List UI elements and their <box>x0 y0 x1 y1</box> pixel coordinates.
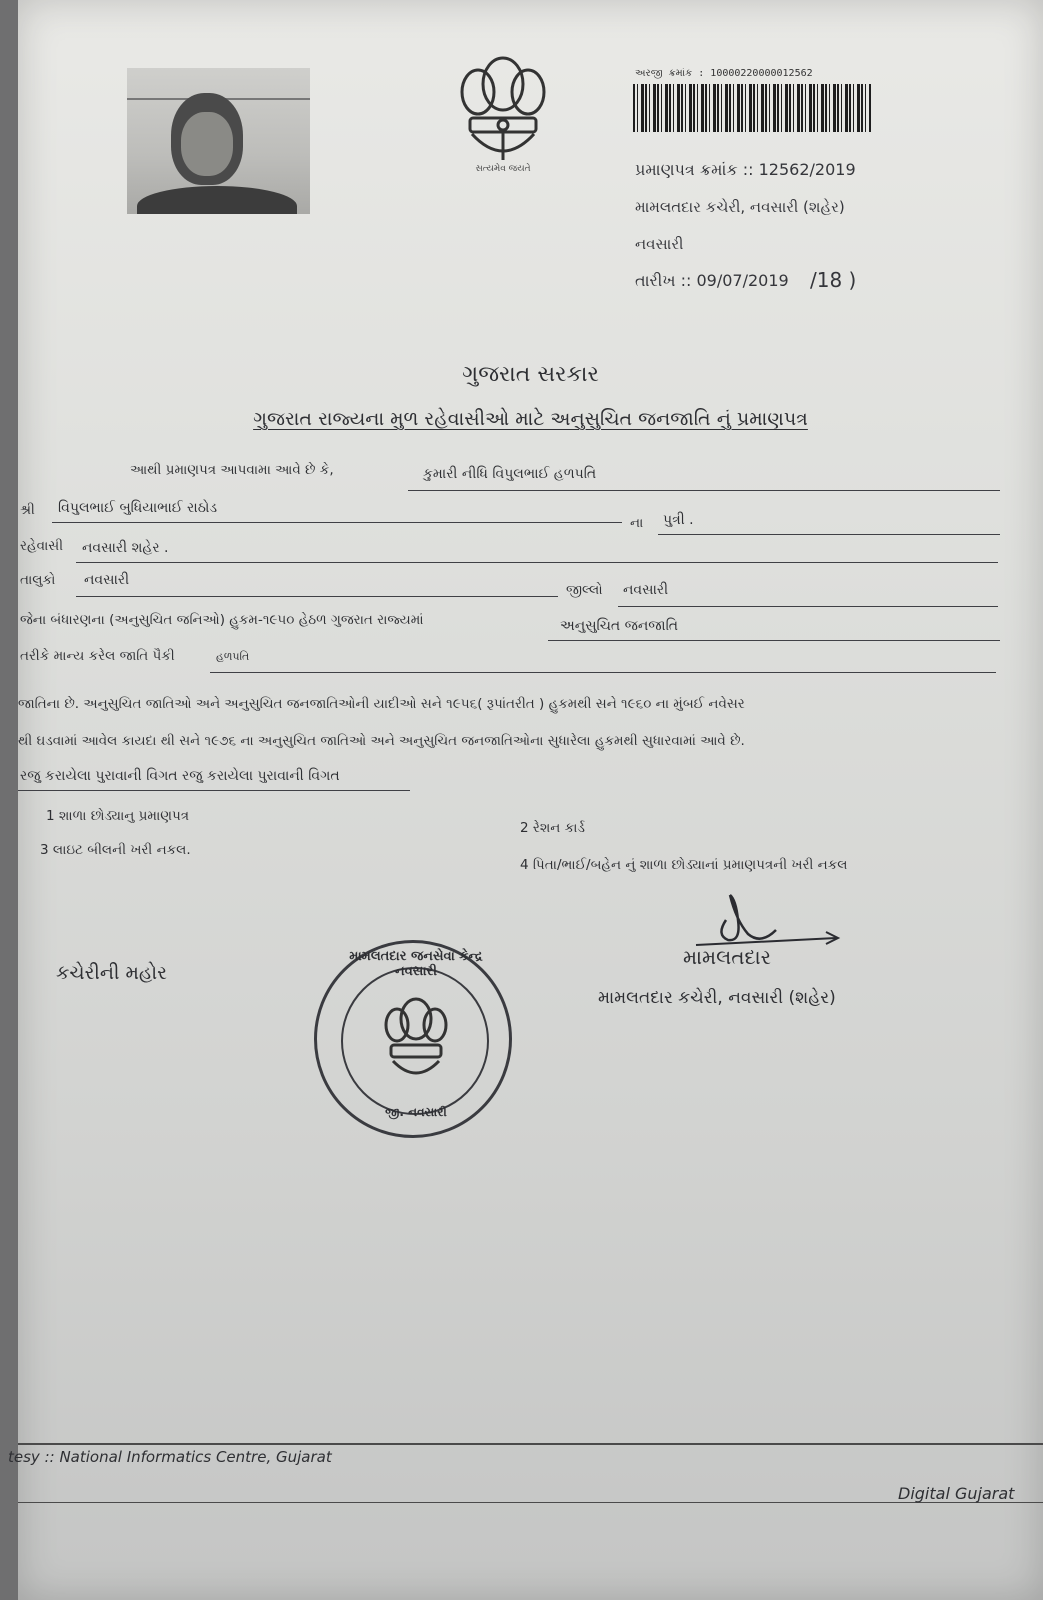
seal-emblem-icon <box>377 991 455 1087</box>
certificate-page <box>8 0 1043 1600</box>
relation-value: પુત્રી . <box>663 512 694 528</box>
certificate-number: પ્રમાણપત્ર ક્રમાંક :: 12562/2019 <box>635 160 856 179</box>
designation: મામલતદાર <box>683 945 771 969</box>
seal-bottom-text: જી. નવસારી <box>385 1105 447 1119</box>
father-name: વિપુલભાઈ બુધિયાભાઈ રાઠોડ <box>58 500 218 516</box>
seal-ring-text: મામલતદાર જનસેવા કેન્દ્ર નવસારી <box>349 949 483 979</box>
constitution-label: જેના બંધારણના (અનુસુચિત જનિઓ) હુકમ-૧૯૫૦ હેઠળ ગુજરાત રાજ્યમાં <box>20 612 424 628</box>
document-title: ગુજરાત સરકાર <box>462 362 599 387</box>
barcode <box>633 84 871 132</box>
emblem-caption: સત્યમેવ જયતે <box>475 164 531 174</box>
category-value: અનુસુચિત જનજાતિ <box>560 618 679 634</box>
courtesy-text: tesy :: National Informatics Centre, Gujarat <box>8 1448 332 1466</box>
document-item: 4 પિતા/ભાઈ/બહેન નું શાળા છોડ્યાનાં પ્રમાણપત્રની ખરી નકલ <box>520 857 848 873</box>
relation-label: ના <box>630 515 644 531</box>
father-prefix: શ્રી <box>20 502 35 518</box>
digital-gujarat-brand: Digital Gujarat <box>898 1484 1015 1503</box>
district-value: નવસારી <box>623 582 669 598</box>
caste-value: હળપતિ <box>216 650 250 663</box>
taluka-value: નવસારી <box>84 572 130 588</box>
taluka-label: તાલુકો <box>20 572 56 588</box>
applicant-photo <box>127 68 310 214</box>
issuing-office: મામલતદાર કચેરી, નવસારી (શહેર) <box>598 988 836 1008</box>
district-label: જીલ્લો <box>566 582 603 598</box>
recognized-label: તરીકે માન્ય કરેલ જાતિ પૈકી <box>20 648 175 664</box>
document-item: 2 રેશન કાર્ડ <box>520 820 585 836</box>
paragraph-line-2: થી ઘડવામાં આવેલ કાયદા થી સને ૧૯૭૬ ના અનુસુચિત જાતિઓ અને અનુસુચિત જનજાતિઓના સુધારેલા હુકમથી સુધારવામાં આવે છે. <box>18 733 745 749</box>
application-number: અરજી ક્રમાંક : 10000220000012562 <box>635 68 813 79</box>
document-item: 3 લાઇટ બીલની ખરી નકલ. <box>40 842 191 858</box>
document-subtitle: ગુજરાત રાજ્યના મુળ રહેવાસીઓ માટે અનુસુચિત જનજાતિ નું પ્રમાણપત્ર <box>253 408 808 430</box>
document-item: 1 શાળા છોડ્યાનુ પ્રમાણપત્ર <box>46 808 190 824</box>
national-emblem-icon <box>448 48 558 178</box>
office-seal-label: કચેરીની મહોર <box>56 962 167 984</box>
applicant-name: કુમારી નીધિ વિપુલભાઈ હળપતિ <box>423 466 597 482</box>
resident-label: રહેવાસી <box>20 538 64 554</box>
office-line-2: નવસારી <box>635 235 684 253</box>
date-annotation: /18 ) <box>810 268 857 292</box>
intro-label: આથી પ્રમાણપત્ર આપવામા આવે છે કે, <box>130 462 334 478</box>
documents-heading: રજુ કરાયેલા પુરાવાની વિગત રજુ કરાયેલા પુરાવાની વિગત <box>20 768 340 784</box>
resident-value: નવસારી શહેર . <box>82 540 169 556</box>
office-line-1: મામલતદાર કચેરી, નવસારી (શહેર) <box>635 198 845 216</box>
issue-date: તારીખ :: 09/07/2019 <box>635 271 789 290</box>
office-seal-stamp <box>314 940 512 1138</box>
paragraph-line-1: જાતિના છે. અનુસુચિત જાતિઓ અને અનુસુચિત જનજાતિઓની યાદીઓ સને ૧૯૫૬( રૂપાંતરીત ) હુકમથી સને ૧૯૬૦ ના મુંબઈ નવેસર <box>18 696 745 712</box>
